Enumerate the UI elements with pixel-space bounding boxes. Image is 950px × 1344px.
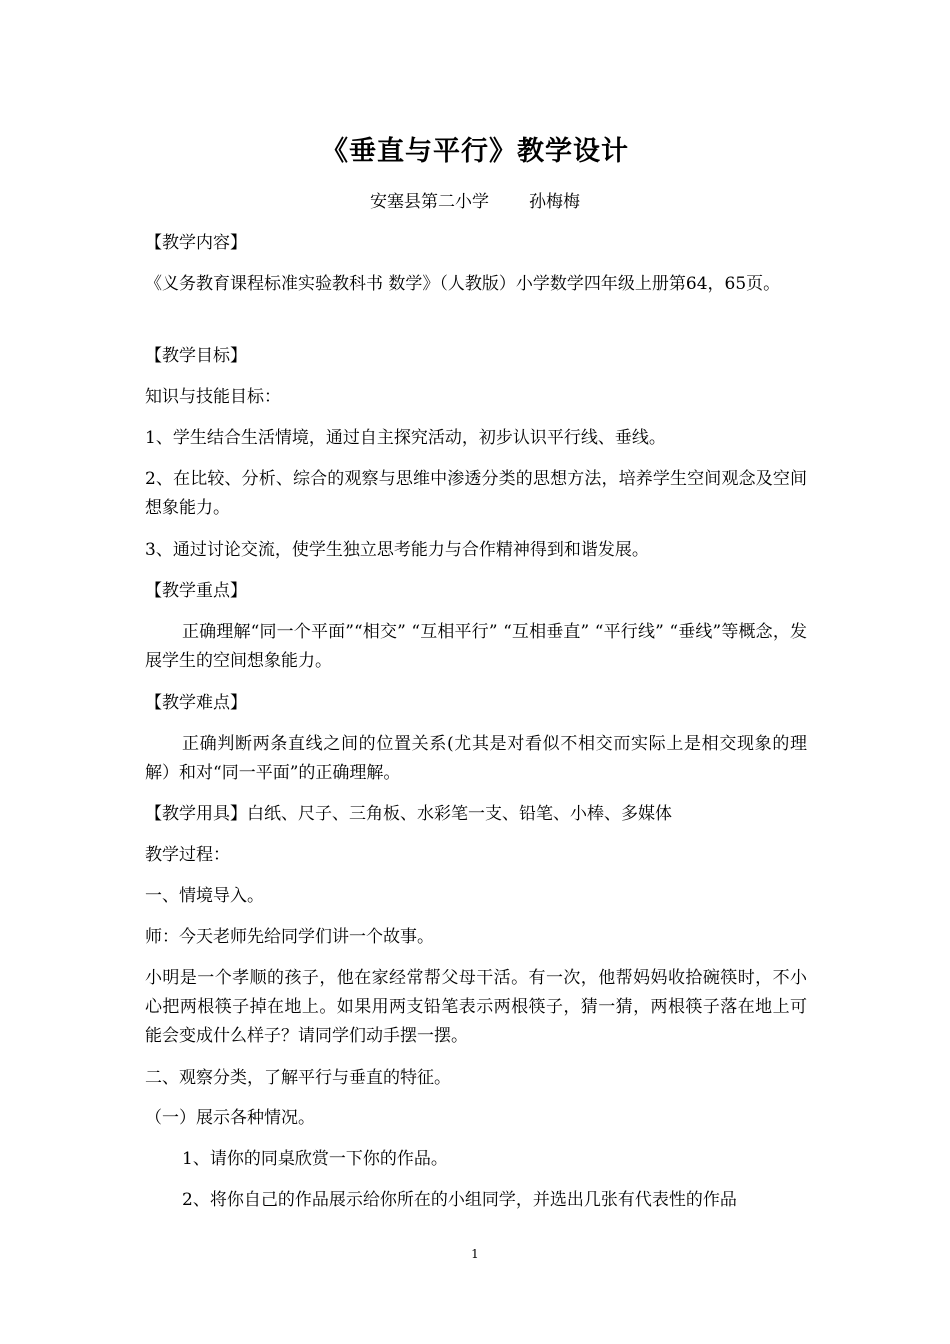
goal-item-2: 2、在比较、分析、综合的观察与思维中渗透分类的思想方法，培养学生空间观念及空间想象能力。 (145, 469, 807, 518)
goals-heading: 【教学目标】 (145, 346, 247, 366)
goals-subheading: 知识与技能目标： (145, 387, 281, 407)
list-item-1: 1、请你的同桌欣赏一下你的作品。 (182, 1149, 448, 1169)
difficulty-text: 正确判断两条直线之间的位置关系(尤其是对看似不相交而实际上是相交现象的理解）和对“同一平面”的正确理解。 (145, 734, 807, 783)
goal-item-3: 3、通过讨论交流，使学生独立思考能力与合作精神得到和谐发展。 (145, 540, 649, 560)
key-heading: 【教学重点】 (145, 581, 247, 601)
sub-section-1: （一）展示各种情况。 (145, 1108, 315, 1128)
story-paragraph: 小明是一个孝顺的孩子，他在家经常帮父母干活。有一次，他帮妈妈收拾碗筷时，不小心把两根筷子掉在地上。如果用两支铅笔表示两根筷子，猜一猜，两根筷子落在地上可能会变成什么样子？请同学们动手摆一摆。 (145, 968, 807, 1046)
list-item-2: 2、将你自己的作品展示给你所在的小组同学，并选出几张有代表性的作品 (182, 1190, 737, 1210)
goal-item-1: 1、学生结合生活情境，通过自主探究活动，初步认识平行线、垂线。 (145, 428, 666, 448)
step-1-heading: 一、情境导入。 (145, 886, 264, 906)
content-heading: 【教学内容】 (145, 233, 247, 253)
key-text: 正确理解“同一个平面”“相交” “互相平行” “互相垂直” “平行线” “垂线”等概念，发展学生的空间想象能力。 (145, 622, 807, 671)
author-name: 孙梅梅 (529, 192, 580, 212)
author-line (0, 188, 950, 216)
author-school: 安塞县第二小学 (370, 192, 489, 212)
content-text: 《义务教育课程标准实验教科书 数学》（人教版）小学数学四年级上册第64，65页。 (145, 274, 781, 294)
page-number: 1 (471, 1247, 479, 1261)
teacher-line: 师：今天老师先给同学们讲一个故事。 (145, 927, 434, 947)
document-title: 《垂直与平行》教学设计 (321, 136, 629, 167)
step-2-heading: 二、观察分类，了解平行与垂直的特征。 (145, 1068, 451, 1088)
process-heading: 教学过程： (145, 845, 230, 865)
difficulty-heading: 【教学难点】 (145, 693, 247, 713)
tools-text: 【教学用具】白纸、尺子、三角板、水彩笔一支、铅笔、小棒、多媒体 (145, 804, 672, 824)
